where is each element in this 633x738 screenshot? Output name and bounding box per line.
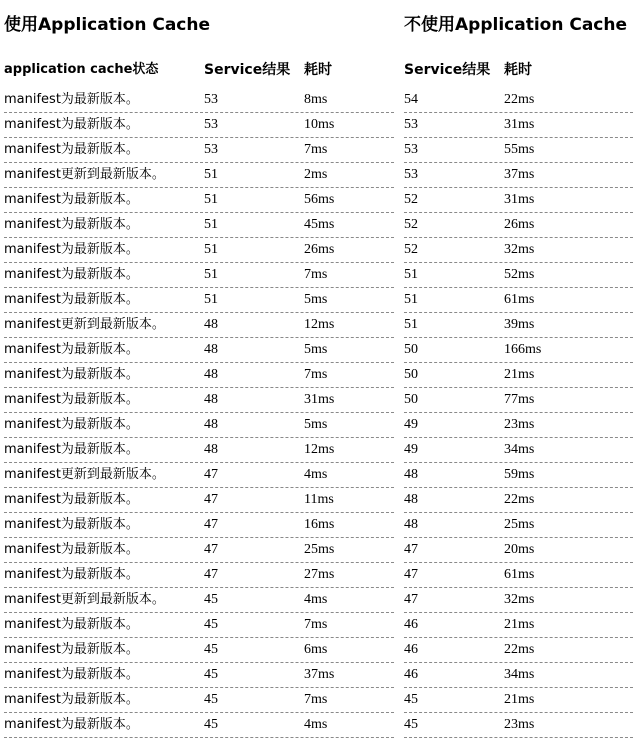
cell-elapsed-time: 22ms xyxy=(504,642,535,657)
cell-elapsed-time: 21ms xyxy=(504,692,535,707)
table-row xyxy=(404,338,633,363)
without-appcache-title: 不使用Application Cache xyxy=(404,15,628,35)
cell-elapsed-time: 25ms xyxy=(504,517,535,532)
cell-service-result: 50 xyxy=(404,392,418,407)
header-elapsed-time: 耗时 xyxy=(504,62,532,78)
table-row xyxy=(404,463,633,488)
table-row xyxy=(404,488,633,513)
cell-elapsed-time: 52ms xyxy=(504,267,535,282)
table-row xyxy=(4,713,394,738)
cell-appcache-state: manifest为最新版本。 xyxy=(4,717,139,732)
cell-service-result: 51 xyxy=(204,292,218,307)
without-appcache-header-row xyxy=(404,52,633,88)
cell-elapsed-time: 166ms xyxy=(504,342,542,357)
cell-elapsed-time: 26ms xyxy=(304,242,335,257)
cell-elapsed-time: 23ms xyxy=(504,417,535,432)
cell-elapsed-time: 22ms xyxy=(504,92,535,107)
cell-service-result: 48 xyxy=(204,342,218,357)
cell-service-result: 49 xyxy=(404,442,418,457)
cell-service-result: 47 xyxy=(204,542,218,557)
table-row xyxy=(404,588,633,613)
table-row xyxy=(4,513,394,538)
header-service-result: Service结果 xyxy=(404,62,491,78)
table-row xyxy=(4,188,394,213)
cell-appcache-state: manifest为最新版本。 xyxy=(4,217,139,232)
with-appcache-header-row xyxy=(4,52,394,88)
cell-service-result: 45 xyxy=(204,592,218,607)
cell-appcache-state: manifest为最新版本。 xyxy=(4,517,139,532)
cell-elapsed-time: 23ms xyxy=(504,717,535,732)
cell-service-result: 47 xyxy=(404,592,418,607)
cell-service-result: 46 xyxy=(404,617,418,632)
cell-elapsed-time: 25ms xyxy=(304,542,335,557)
cell-elapsed-time: 77ms xyxy=(504,392,535,407)
table-row xyxy=(4,163,394,188)
cell-service-result: 53 xyxy=(404,117,418,132)
table-row xyxy=(4,113,394,138)
cell-service-result: 47 xyxy=(404,542,418,557)
table-row xyxy=(404,313,633,338)
cell-elapsed-time: 37ms xyxy=(304,667,335,682)
cell-service-result: 46 xyxy=(404,642,418,657)
cell-service-result: 53 xyxy=(204,142,218,157)
cell-elapsed-time: 7ms xyxy=(304,367,328,382)
cell-service-result: 52 xyxy=(404,192,418,207)
cell-service-result: 51 xyxy=(204,167,218,182)
cell-elapsed-time: 31ms xyxy=(504,117,535,132)
cell-elapsed-time: 61ms xyxy=(504,292,535,307)
cell-elapsed-time: 21ms xyxy=(504,367,535,382)
table-row xyxy=(4,338,394,363)
cell-service-result: 53 xyxy=(404,142,418,157)
cell-service-result: 46 xyxy=(404,667,418,682)
table-row xyxy=(4,388,394,413)
cell-elapsed-time: 4ms xyxy=(304,592,328,607)
cell-service-result: 53 xyxy=(204,117,218,132)
cell-elapsed-time: 61ms xyxy=(504,567,535,582)
cell-elapsed-time: 31ms xyxy=(304,392,335,407)
table-row xyxy=(404,613,633,638)
cell-appcache-state: manifest为最新版本。 xyxy=(4,142,139,157)
cell-service-result: 47 xyxy=(204,467,218,482)
table-row xyxy=(4,238,394,263)
table-row xyxy=(404,638,633,663)
table-row xyxy=(404,138,633,163)
table-row xyxy=(404,238,633,263)
cell-service-result: 49 xyxy=(404,417,418,432)
cell-elapsed-time: 12ms xyxy=(304,442,335,457)
cell-elapsed-time: 32ms xyxy=(504,242,535,257)
cell-elapsed-time: 55ms xyxy=(504,142,535,157)
cell-elapsed-time: 45ms xyxy=(304,217,335,232)
cell-service-result: 51 xyxy=(204,192,218,207)
table-row xyxy=(404,188,633,213)
table-row xyxy=(404,88,633,113)
cell-elapsed-time: 26ms xyxy=(504,217,535,232)
cell-appcache-state: manifest为最新版本。 xyxy=(4,692,139,707)
table-row xyxy=(4,413,394,438)
cell-service-result: 48 xyxy=(204,442,218,457)
table-row xyxy=(404,688,633,713)
header-appcache-state: application cache状态 xyxy=(4,62,159,77)
with-appcache-rows xyxy=(4,88,394,738)
cell-appcache-state: manifest为最新版本。 xyxy=(4,567,139,582)
cell-elapsed-time: 5ms xyxy=(304,342,328,357)
table-row xyxy=(4,88,394,113)
cell-service-result: 52 xyxy=(404,242,418,257)
cell-service-result: 48 xyxy=(204,367,218,382)
table-row xyxy=(404,563,633,588)
cell-appcache-state: manifest为最新版本。 xyxy=(4,642,139,657)
cell-appcache-state: manifest为最新版本。 xyxy=(4,92,139,107)
cell-service-result: 47 xyxy=(204,567,218,582)
table-row xyxy=(404,163,633,188)
cell-elapsed-time: 21ms xyxy=(504,617,535,632)
without-appcache-rows xyxy=(404,88,633,738)
cell-elapsed-time: 34ms xyxy=(504,667,535,682)
table-row xyxy=(4,313,394,338)
with-appcache-panel xyxy=(4,0,394,738)
cell-appcache-state: manifest为最新版本。 xyxy=(4,292,139,307)
cell-service-result: 47 xyxy=(204,492,218,507)
cell-service-result: 51 xyxy=(404,292,418,307)
cell-elapsed-time: 31ms xyxy=(504,192,535,207)
cell-service-result: 48 xyxy=(204,417,218,432)
table-row xyxy=(4,613,394,638)
cell-appcache-state: manifest为最新版本。 xyxy=(4,617,139,632)
cell-appcache-state: manifest为最新版本。 xyxy=(4,392,139,407)
cell-appcache-state: manifest为最新版本。 xyxy=(4,342,139,357)
cell-elapsed-time: 5ms xyxy=(304,417,328,432)
table-row xyxy=(4,288,394,313)
cell-service-result: 53 xyxy=(204,92,218,107)
table-row xyxy=(4,563,394,588)
cell-appcache-state: manifest为最新版本。 xyxy=(4,192,139,207)
cell-service-result: 48 xyxy=(404,467,418,482)
table-row xyxy=(4,688,394,713)
cell-service-result: 45 xyxy=(204,692,218,707)
table-row xyxy=(4,363,394,388)
cell-elapsed-time: 16ms xyxy=(304,517,335,532)
cell-service-result: 45 xyxy=(404,717,418,732)
cell-appcache-state: manifest更新到最新版本。 xyxy=(4,167,165,182)
cell-appcache-state: manifest为最新版本。 xyxy=(4,667,139,682)
cell-elapsed-time: 4ms xyxy=(304,467,328,482)
cell-service-result: 45 xyxy=(204,667,218,682)
cell-elapsed-time: 5ms xyxy=(304,292,328,307)
table-row xyxy=(404,113,633,138)
cell-service-result: 45 xyxy=(204,642,218,657)
table-row xyxy=(4,588,394,613)
cell-elapsed-time: 8ms xyxy=(304,92,328,107)
table-row xyxy=(404,388,633,413)
table-row xyxy=(4,213,394,238)
cell-elapsed-time: 11ms xyxy=(304,492,334,507)
table-row xyxy=(404,288,633,313)
table-row xyxy=(4,463,394,488)
cell-service-result: 50 xyxy=(404,367,418,382)
table-row xyxy=(4,538,394,563)
cell-service-result: 47 xyxy=(404,567,418,582)
cell-service-result: 51 xyxy=(404,317,418,332)
cell-service-result: 51 xyxy=(204,217,218,232)
with-appcache-title: 使用Application Cache xyxy=(4,15,211,35)
cell-appcache-state: manifest为最新版本。 xyxy=(4,417,139,432)
table-row xyxy=(4,638,394,663)
cell-appcache-state: manifest为最新版本。 xyxy=(4,492,139,507)
table-row xyxy=(4,138,394,163)
cell-service-result: 48 xyxy=(204,317,218,332)
cell-appcache-state: manifest为最新版本。 xyxy=(4,117,139,132)
cell-service-result: 48 xyxy=(404,492,418,507)
cell-service-result: 45 xyxy=(404,692,418,707)
without-appcache-panel xyxy=(404,0,633,738)
cell-elapsed-time: 10ms xyxy=(304,117,335,132)
cell-appcache-state: manifest为最新版本。 xyxy=(4,267,139,282)
table-row xyxy=(4,263,394,288)
cell-service-result: 48 xyxy=(204,392,218,407)
cell-appcache-state: manifest为最新版本。 xyxy=(4,367,139,382)
cell-elapsed-time: 7ms xyxy=(304,142,328,157)
table-row xyxy=(4,663,394,688)
cell-elapsed-time: 34ms xyxy=(504,442,535,457)
cell-service-result: 45 xyxy=(204,717,218,732)
cell-appcache-state: manifest更新到最新版本。 xyxy=(4,592,165,607)
cell-elapsed-time: 20ms xyxy=(504,542,535,557)
header-service-result: Service结果 xyxy=(204,62,291,78)
cell-service-result: 47 xyxy=(204,517,218,532)
cell-appcache-state: manifest为最新版本。 xyxy=(4,542,139,557)
cell-elapsed-time: 32ms xyxy=(504,592,535,607)
cell-service-result: 50 xyxy=(404,342,418,357)
cell-elapsed-time: 22ms xyxy=(504,492,535,507)
cell-elapsed-time: 4ms xyxy=(304,717,328,732)
cell-elapsed-time: 27ms xyxy=(304,567,335,582)
cell-service-result: 51 xyxy=(404,267,418,282)
cell-elapsed-time: 12ms xyxy=(304,317,335,332)
cell-elapsed-time: 37ms xyxy=(504,167,535,182)
cell-appcache-state: manifest为最新版本。 xyxy=(4,242,139,257)
cell-appcache-state: manifest为最新版本。 xyxy=(4,442,139,457)
cell-service-result: 48 xyxy=(404,517,418,532)
cell-service-result: 52 xyxy=(404,217,418,232)
table-row xyxy=(404,713,633,738)
cell-elapsed-time: 39ms xyxy=(504,317,535,332)
table-row xyxy=(404,213,633,238)
cell-elapsed-time: 7ms xyxy=(304,692,328,707)
cell-elapsed-time: 7ms xyxy=(304,617,328,632)
cell-service-result: 54 xyxy=(404,92,418,107)
cell-appcache-state: manifest更新到最新版本。 xyxy=(4,467,165,482)
table-row xyxy=(404,438,633,463)
table-row xyxy=(4,438,394,463)
table-row xyxy=(404,413,633,438)
table-row xyxy=(404,513,633,538)
cell-elapsed-time: 2ms xyxy=(304,167,328,182)
cell-elapsed-time: 59ms xyxy=(504,467,535,482)
cell-service-result: 53 xyxy=(404,167,418,182)
table-row xyxy=(404,663,633,688)
cell-appcache-state: manifest更新到最新版本。 xyxy=(4,317,165,332)
table-row xyxy=(404,363,633,388)
table-row xyxy=(404,263,633,288)
cell-service-result: 51 xyxy=(204,267,218,282)
cell-service-result: 45 xyxy=(204,617,218,632)
cell-service-result: 51 xyxy=(204,242,218,257)
table-row xyxy=(404,538,633,563)
cell-elapsed-time: 7ms xyxy=(304,267,328,282)
table-row xyxy=(4,488,394,513)
cell-elapsed-time: 56ms xyxy=(304,192,335,207)
cell-elapsed-time: 6ms xyxy=(304,642,328,657)
header-elapsed-time: 耗时 xyxy=(304,62,332,78)
